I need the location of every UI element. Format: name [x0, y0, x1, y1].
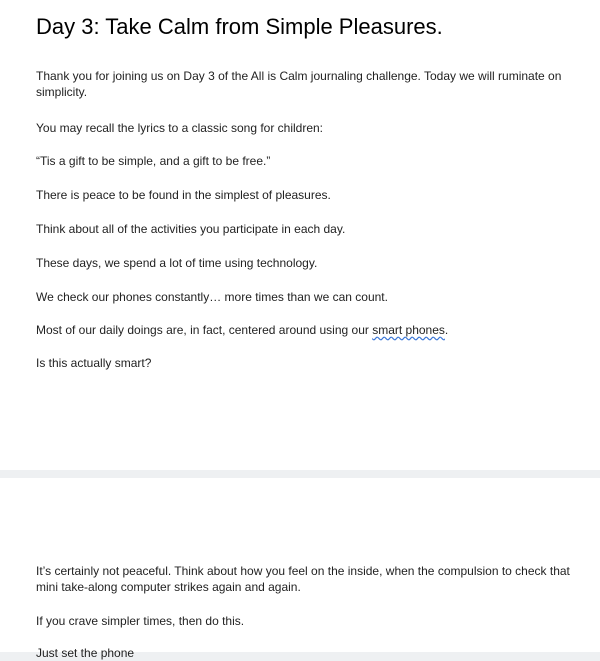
paragraph-activities: Think about all of the activities you participate in each day. — [36, 222, 346, 236]
paragraph-lyrics: “Tis a gift to be simple, and a gift to be free.” — [36, 154, 271, 168]
paragraph-intro: Thank you for joining us on Day 3 of the All is Calm journaling challenge. Today we will ruminate on simplicity. — [36, 69, 562, 99]
paragraph-not-peaceful: It’s certainly not peaceful. Think about how you feel on the inside, when the compulsion to check that mini take-along computer strikes again and again. — [36, 564, 570, 594]
paragraph-cut-off: Just set the phone — [36, 646, 135, 660]
spellcheck-underlined-phrase[interactable]: smart phones — [372, 323, 445, 337]
paragraph-technology: These days, we spend a lot of time using technology. — [36, 256, 318, 270]
document-title: Day 3: Take Calm from Simple Pleasures. — [36, 14, 443, 39]
paragraph-doings-period: . — [444, 323, 449, 337]
paragraph-peace: There is peace to be found in the simplest of pleasures. — [36, 188, 331, 202]
paragraph-phones: We check our phones constantly… more times than we can count. — [36, 290, 388, 304]
paragraph-question: Is this actually smart? — [36, 356, 152, 370]
paragraph-doings-text: Most of our daily doings are, in fact, centered around using our — [36, 323, 369, 337]
document-page-2 — [0, 478, 600, 660]
paragraph-doings — [36, 322, 588, 338]
paragraph-recall: You may recall the lyrics to a classic song for children: — [36, 121, 324, 135]
paragraph-crave: If you crave simpler times, then do this. — [36, 614, 245, 628]
